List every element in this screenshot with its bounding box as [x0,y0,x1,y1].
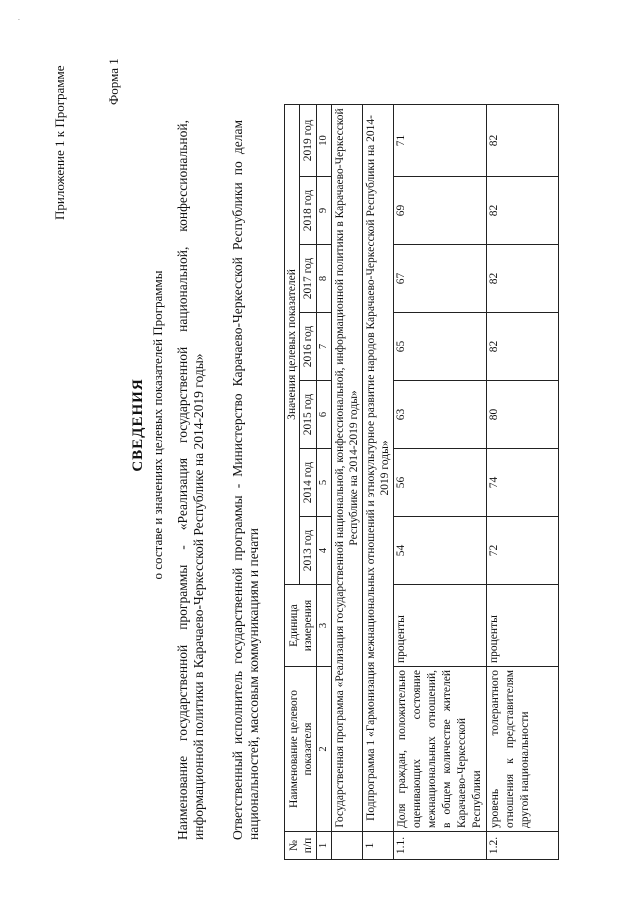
column-number: 9 [317,177,332,245]
row-value: 82 [487,104,559,176]
row-value: 74 [487,449,559,517]
subprogram-row [363,104,394,859]
row-value: 56 [394,449,487,517]
header-year: 2018 год [300,177,317,245]
indicators-table [284,104,559,860]
row-value: 71 [394,104,487,176]
row-num: 1.1. [394,832,487,860]
column-number: 1 [317,832,332,860]
subprogram-title: Подпрограмма 1 «Гармонизация межнациональных отношений и этнокультурное развитие народов Карачаево-Черкесской Республики на 2014-2019 годы» [363,104,394,831]
column-number: 10 [317,104,332,176]
header-year: 2017 год [300,245,317,313]
program-row [332,104,363,859]
header-name: Наименование целевого показателя [285,667,317,832]
row-value: 69 [394,177,487,245]
row-indicator-name: уровень толерантного отношения к представителям другой национальности [487,667,559,832]
column-number: 2 [317,667,332,832]
row-value: 54 [394,517,487,585]
row-value: 82 [487,313,559,381]
row-unit: проценты [394,585,487,667]
row-value: 82 [487,177,559,245]
header-year: 2014 год [300,449,317,517]
row-value: 65 [394,313,487,381]
program-name-paragraph: Наименование государственной программы - «Реализация государственной национальной, конфессиональной, информационной политики в Карачаево-Черкесской Республике на 2014-2019 годы» [175,120,206,840]
table-row [394,104,487,859]
subprogram-num: 1 [363,832,394,860]
column-number: 5 [317,449,332,517]
appendix-label: Приложение 1 к Программе [52,65,67,220]
row-indicator-name: Доля граждан, положительно оценивающих состояние межнациональных отношений, в общем количестве жителей Карачаево-Черкесской Республики [394,667,487,832]
column-number: 6 [317,381,332,449]
row-value: 63 [394,381,487,449]
column-number: 8 [317,245,332,313]
row-num: 1.2. [487,832,559,860]
header-year: 2015 год [300,381,317,449]
page-subtitle: о составе и значениях целевых показателей Программы [150,270,165,580]
scan-mark: · [14,18,24,21]
header-year: 2016 год [300,313,317,381]
page-title: СВЕДЕНИЯ [130,378,146,472]
header-year: 2013 год [300,517,317,585]
column-number-row [317,104,332,859]
table-row [487,104,559,859]
row-value: 67 [394,245,487,313]
row-value: 80 [487,381,559,449]
header-year: 2019 год [300,104,317,176]
column-number: 3 [317,585,332,667]
row-value: 82 [487,245,559,313]
row-unit: проценты [487,585,559,667]
executor-paragraph: Ответственный исполнитель государственной программы - Министерство Карачаево-Черкесской Республики по делам национальностей, массовым коммуникациям и печати [230,120,261,840]
header-num: № п/п [285,832,317,860]
row-value: 72 [487,517,559,585]
header-values-group: Значения целевых показателей [285,104,300,584]
header-unit: Единица измерения [285,585,317,667]
form-label: Форма 1 [106,58,121,105]
column-number: 4 [317,517,332,585]
program-row-title: Государственная программа «Реализация государственной национальной, конфессиональной, информационной политики в Карачаево-Черкесской Республике на 2014-2019 годы» [332,104,363,831]
column-number: 7 [317,313,332,381]
